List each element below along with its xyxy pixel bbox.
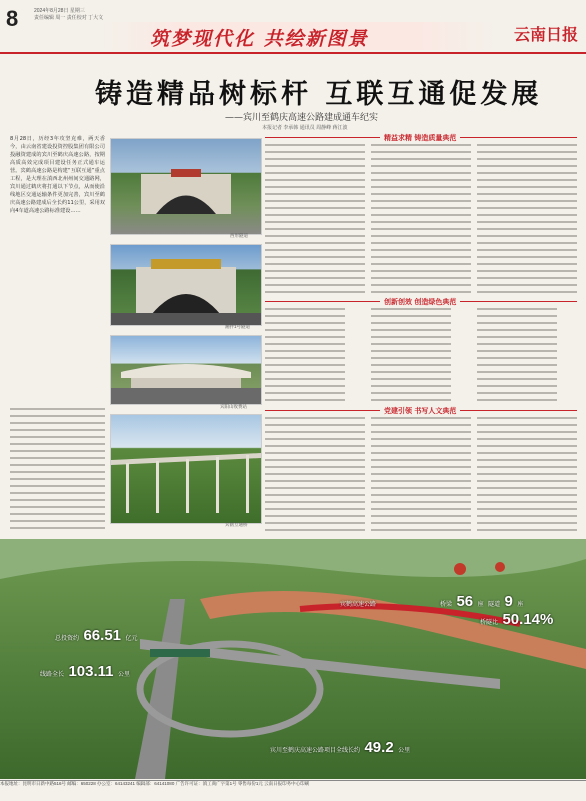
text-line: [371, 364, 451, 366]
text-line: [371, 207, 471, 209]
article-subtitle: ——宾川至鹤庆高速公路建成通车纪实: [225, 113, 379, 123]
text-line: [371, 172, 471, 174]
text-line: [371, 179, 471, 181]
text-line: [371, 522, 471, 524]
text-line: [371, 228, 471, 230]
text-line: [477, 277, 577, 279]
text-line: [265, 494, 365, 496]
stat-bridges-unit: 座: [477, 602, 484, 608]
text-line: [265, 336, 345, 338]
text-line: [477, 158, 577, 160]
section-1-title: 精益求精 铸造质量典范: [380, 133, 460, 143]
text-line: [265, 515, 365, 517]
text-line: [10, 422, 105, 424]
text-line: [265, 179, 365, 181]
text-line: [265, 277, 365, 279]
text-line: [10, 457, 105, 459]
text-line: [265, 144, 365, 146]
text-line: [265, 508, 365, 510]
text-line: [10, 415, 105, 417]
text-line: [371, 235, 471, 237]
text-line: [477, 343, 557, 345]
text-line: [265, 343, 345, 345]
text-line: [371, 249, 471, 251]
article-headline: 铸造精品树标杆 互联互通促发展: [95, 79, 543, 110]
stat-tunnels-unit: 座: [517, 602, 524, 608]
text-line: [371, 487, 471, 489]
text-line: [371, 329, 451, 331]
text-line: [477, 322, 557, 324]
text-line: [477, 473, 577, 475]
text-line: [265, 263, 365, 265]
text-line: [477, 445, 577, 447]
text-line: [265, 329, 345, 331]
text-line: [10, 464, 105, 466]
text-line: [265, 501, 365, 503]
text-line: [371, 214, 471, 216]
text-line: [10, 527, 105, 529]
text-line: [371, 291, 471, 293]
text-line: [265, 378, 345, 380]
text-line: [477, 270, 577, 272]
text-line: [265, 221, 365, 223]
text-line: [371, 242, 471, 244]
text-line: [265, 399, 345, 401]
text-line: [477, 165, 577, 167]
text-line: [265, 228, 365, 230]
text-line: [371, 508, 471, 510]
text-line: [265, 151, 365, 153]
newspaper-logo: 云南日报: [513, 25, 578, 44]
text-line: [371, 186, 471, 188]
text-line: [477, 186, 577, 188]
text-line: [477, 399, 557, 401]
text-line: [371, 144, 471, 146]
text-line: [477, 501, 577, 503]
text-line: [265, 165, 365, 167]
text-line: [477, 378, 557, 380]
stat-length-unit: 公里: [117, 672, 130, 678]
text-line: [371, 385, 451, 387]
text-line: [371, 350, 451, 352]
text-line: [477, 291, 577, 293]
text-line: [265, 322, 345, 324]
caption-3: 宾阳山收费站: [220, 404, 247, 409]
text-line: [265, 480, 365, 482]
stat-ratio: [480, 611, 553, 629]
highway-aerial-photo: [0, 539, 586, 779]
stat-tunnels-label: 隧道: [488, 602, 501, 608]
stat-ratio-value: 50.14%: [502, 611, 554, 628]
text-line: [477, 529, 577, 531]
section-2-title: 创新创效 创造绿色典范: [380, 297, 460, 307]
text-line: [477, 329, 557, 331]
text-line: [265, 200, 365, 202]
stat-project-label: 宾川至鹤庆高速公路项目全线长约: [270, 748, 361, 754]
text-line: [477, 256, 577, 258]
text-line: [477, 350, 557, 352]
text-line: [477, 424, 577, 426]
text-line: [477, 357, 557, 359]
text-line: [477, 371, 557, 373]
date-line: [34, 8, 103, 22]
stat-tunnels-value: 9: [504, 593, 513, 610]
text-line: [477, 494, 577, 496]
text-line: [477, 438, 577, 440]
text-line: [371, 343, 451, 345]
header-divider: [0, 52, 586, 54]
text-line: [10, 471, 105, 473]
page-header: [0, 0, 586, 52]
text-line: [371, 438, 471, 440]
text-line: [265, 392, 345, 394]
banner-slogan: 筑梦现代化 共绘新图景: [150, 28, 369, 50]
text-line: [371, 336, 451, 338]
text-line: [477, 508, 577, 510]
stat-project-length: [270, 739, 410, 757]
stat-length-value: 103.11: [68, 663, 114, 680]
road-banner-sign: 宾鹤高速公路: [340, 602, 377, 608]
text-line: [371, 452, 471, 454]
text-line: [477, 151, 577, 153]
text-line: [477, 336, 557, 338]
text-line: [477, 431, 577, 433]
toll-station-photo: [110, 335, 262, 405]
text-line: [265, 522, 365, 524]
text-line: [477, 144, 577, 146]
text-line: [371, 256, 471, 258]
text-line: [265, 417, 365, 419]
text-line: [265, 385, 345, 387]
text-line: [265, 158, 365, 160]
text-line: [477, 207, 577, 209]
text-line: [265, 431, 365, 433]
text-line: [371, 277, 471, 279]
stat-length-label: 线路全长: [40, 672, 65, 678]
stat-investment: [55, 627, 137, 645]
text-line: [477, 228, 577, 230]
text-line: [265, 424, 365, 426]
text-line: [371, 193, 471, 195]
text-line: [371, 431, 471, 433]
text-line: [265, 193, 365, 195]
text-line: [371, 473, 471, 475]
text-line: [10, 492, 105, 494]
stat-investment-value: 66.51: [83, 627, 122, 644]
text-line: [371, 357, 451, 359]
stat-bridges-label: 桥梁: [440, 602, 453, 608]
text-line: [265, 473, 365, 475]
tunnel-photo-1: [110, 138, 262, 235]
text-line: [10, 506, 105, 508]
caption-1: 西形隧道: [230, 233, 248, 238]
text-line: [371, 270, 471, 272]
text-line: [371, 322, 451, 324]
text-line: [371, 480, 471, 482]
text-line: [371, 263, 471, 265]
text-line: [371, 308, 451, 310]
text-line: [371, 466, 471, 468]
text-line: [477, 242, 577, 244]
text-line: [477, 172, 577, 174]
text-line: [371, 158, 471, 160]
text-line: [371, 371, 451, 373]
text-line: [265, 249, 365, 251]
text-line: [371, 165, 471, 167]
caption-2: 湘拌1号隧道: [225, 324, 251, 329]
text-line: [265, 214, 365, 216]
text-line: [371, 200, 471, 202]
text-line: [477, 200, 577, 202]
text-line: [477, 193, 577, 195]
text-line: [477, 417, 577, 419]
text-line: [10, 429, 105, 431]
text-line: [10, 520, 105, 522]
lead-column: 8月28日，历经3年攻坚克难，两天香今，由云南省建设投资控股集团有限公司投融资建成的宾川至鹤庆高速公路，按期高质高效完成项目建设任务正式通车运营。宾鹤高速公路是构建“互联互通”重点工程，是大理在滇西北州州间交通路网，宾川通过鹤庆将打通以下节点，从而使沿线地区交通运输条件更加完善，宾川至鹤庆高速公路建成后全长约11公里，采用双向4车道高速公路标准建设……: [10, 136, 105, 214]
text-line: [265, 291, 365, 293]
text-line: [477, 249, 577, 251]
text-line: [265, 186, 365, 188]
text-line: [265, 270, 365, 272]
text-line: [265, 172, 365, 174]
text-line: [265, 487, 365, 489]
text-line: [371, 424, 471, 426]
text-line: [371, 515, 471, 517]
stat-bridges-value: 56: [456, 593, 474, 610]
text-line: [10, 408, 105, 410]
text-line: [265, 459, 365, 461]
stat-bridges: [440, 593, 523, 611]
bridge-photo: [110, 414, 262, 524]
text-line: [265, 466, 365, 468]
text-line: [477, 487, 577, 489]
stat-ratio-label: 桥隧比: [480, 620, 499, 626]
text-line: [265, 445, 365, 447]
text-line: [10, 436, 105, 438]
text-line: [477, 392, 557, 394]
text-line: [371, 529, 471, 531]
text-line: [10, 485, 105, 487]
text-line: [10, 499, 105, 501]
text-line: [477, 385, 557, 387]
section-3-title: 党建引领 书写人文典范: [380, 406, 460, 416]
text-line: [265, 529, 365, 531]
text-line: [371, 459, 471, 461]
stat-investment-unit: 亿元: [125, 636, 138, 642]
text-line: [371, 399, 451, 401]
text-line: [477, 221, 577, 223]
tunnel-graphic-2: [111, 245, 261, 325]
date-text: 2024年8月28日 星期三: [34, 8, 85, 14]
text-line: [477, 364, 557, 366]
stat-length: [40, 663, 130, 681]
text-line: [265, 235, 365, 237]
text-line: [477, 452, 577, 454]
text-line: [371, 501, 471, 503]
text-line: [371, 221, 471, 223]
bridge-graphic: [111, 415, 261, 523]
stat-project-value: 49.2: [364, 739, 394, 756]
text-line: [371, 284, 471, 286]
text-line: [371, 494, 471, 496]
text-line: [477, 315, 557, 317]
text-line: [265, 371, 345, 373]
article-byline: 本报记者 李承韩 通讯员 周静峰 蒋江波: [262, 125, 348, 131]
editor-text: 责任编辑 周一 责任校对 丁大文: [34, 15, 104, 21]
text-line: [265, 315, 345, 317]
text-line: [371, 417, 471, 419]
text-line: [477, 284, 577, 286]
text-line: [265, 284, 365, 286]
text-line: [371, 392, 451, 394]
text-line: [10, 513, 105, 515]
page-number: 8: [6, 6, 19, 31]
text-line: [265, 350, 345, 352]
text-line: [477, 480, 577, 482]
text-line: [10, 478, 105, 480]
text-line: [265, 452, 365, 454]
text-line: [477, 466, 577, 468]
text-line: [371, 378, 451, 380]
page-footer: 本报地址：昆明市日新中路516号 邮编：650228 办公室：64143241 编辑部：64141080 广告许可证：滇工商广字第1号 零售每份1元 云南日报印务中心印刷: [0, 780, 586, 801]
text-line: [265, 308, 345, 310]
stat-investment-label: 总投资约: [55, 636, 80, 642]
text-line: [477, 522, 577, 524]
text-line: [477, 214, 577, 216]
text-line: [371, 315, 451, 317]
text-line: [371, 445, 471, 447]
tunnel-graphic: [111, 139, 261, 234]
text-line: [477, 459, 577, 461]
text-line: [477, 263, 577, 265]
text-line: [265, 207, 365, 209]
caption-4: 宾鹤互通桥: [225, 522, 248, 527]
text-line: [265, 357, 345, 359]
text-line: [265, 242, 365, 244]
text-line: [10, 443, 105, 445]
text-line: [477, 179, 577, 181]
tunnel-photo-2: [110, 244, 262, 326]
text-line: [10, 450, 105, 452]
text-line: [477, 235, 577, 237]
stat-project-unit: 公里: [398, 748, 411, 754]
text-line: [265, 364, 345, 366]
text-line: [371, 151, 471, 153]
text-line: [477, 308, 557, 310]
text-line: [477, 515, 577, 517]
toll-graphic: [111, 336, 261, 404]
text-line: [265, 438, 365, 440]
text-line: [265, 256, 365, 258]
